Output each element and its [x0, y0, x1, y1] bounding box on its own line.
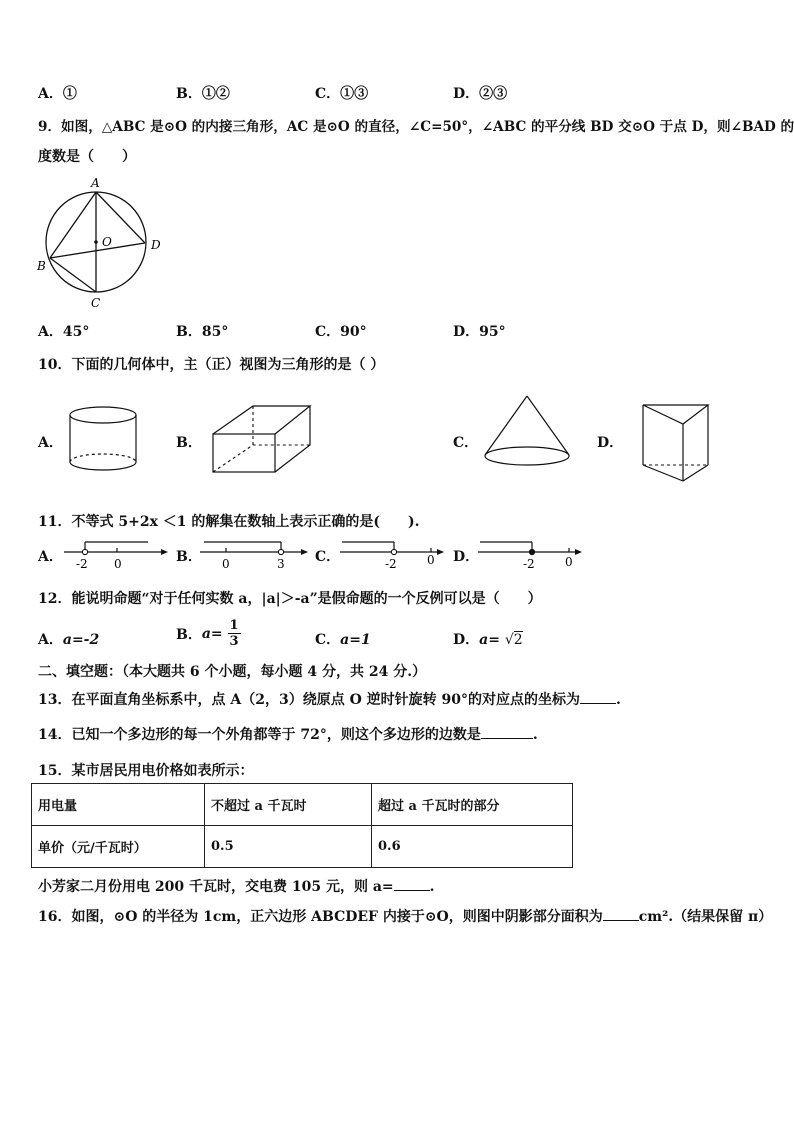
- q16-blank: [603, 908, 639, 921]
- q11-option-c-letter: C．: [315, 549, 341, 565]
- q14-stem: 14．已知一个多边形的每一个外角都等于 72°，则这个多边形的边数是 .: [38, 727, 538, 743]
- table-cell: 0.5: [205, 826, 372, 868]
- q9-option-a: A．45°: [38, 324, 90, 340]
- q11-stem: 11．不等式 5+2x ＜1 的解集在数轴上表示正确的是( ).: [38, 514, 420, 530]
- q8-option-b: B．①②: [176, 86, 230, 102]
- tick-c-2: 0: [427, 553, 435, 567]
- fraction-one-third: $\frac{1}{3}$: [229, 618, 239, 649]
- q12-option-d: D．a= √2: [453, 632, 523, 648]
- table-cell: 不超过 a 千瓦时: [205, 784, 372, 826]
- tick-d-2: 0: [565, 555, 573, 569]
- q12-option-c: C．a=1: [315, 632, 371, 648]
- tick-b-2: 3: [277, 557, 285, 570]
- tick-d-1: -2: [523, 557, 535, 570]
- segment-ab: [50, 192, 96, 258]
- tick-c-1: -2: [385, 557, 397, 570]
- q13-blank: [580, 691, 616, 704]
- q8-option-c: C．①③: [315, 86, 369, 102]
- label-c: C: [91, 296, 101, 310]
- tick-a-1: -2: [76, 557, 88, 570]
- q15-stem: 15．某市居民用电价格如表所示：: [38, 763, 254, 779]
- tick-b-1: 0: [222, 557, 230, 570]
- table-row: [32, 784, 573, 826]
- q12-option-a: A．a=-2: [38, 632, 100, 648]
- table-row: [32, 826, 573, 868]
- q10-option-d-letter: D．: [597, 435, 624, 451]
- q9-option-b: B．85°: [176, 324, 229, 340]
- q12-option-b: B．a= $\frac{1}{3}$: [176, 618, 239, 649]
- center-point: [94, 240, 98, 244]
- q9-circle-figure: [30, 170, 170, 310]
- q15-blank: [394, 878, 430, 891]
- q16-stem: 16．如图，⊙O 的半径为 1cm，正六边形 ABCDEF 内接于⊙O，则图中阴影部分面积为 cm².（结果保留 π）: [38, 909, 773, 925]
- number-line-b: [198, 536, 310, 570]
- table-cell: 用电量: [32, 784, 205, 826]
- q9-option-d: D．95°: [453, 324, 506, 340]
- q9-stem-line1: 9．如图，△ABC 是⊙O 的内接三角形，AC 是⊙O 的直径，∠C=50°，∠ABC 的平分线 BD 交⊙O 于点 D，则∠BAD 的: [38, 119, 794, 135]
- q10-stem: 10．下面的几何体中，主（正）视图为三角形的是（ ）: [38, 357, 385, 373]
- q12-stem: 12．能说明命题“对于任何实数 a，|a|＞-a”是假命题的一个反例可以是（ ）: [38, 591, 542, 607]
- q8-option-a: A．①: [38, 86, 77, 102]
- q10-option-b-letter: B．: [176, 435, 202, 451]
- sqrt-symbol: √: [504, 632, 514, 648]
- cylinder-figure: [66, 400, 146, 480]
- number-line-c: [338, 536, 448, 570]
- number-line-d: [476, 536, 586, 570]
- q9-option-c: C．90°: [315, 324, 367, 340]
- section-2-heading: 二、填空题：（本大题共 6 个小题，每小题 4 分，共 24 分.）: [38, 664, 427, 680]
- price-table: [31, 783, 573, 868]
- q8-option-d: D．②③: [453, 86, 508, 102]
- label-b: B: [37, 259, 46, 273]
- prism-figure: [638, 398, 718, 486]
- q14-blank: [481, 726, 533, 739]
- q11-option-a-letter: A．: [38, 549, 63, 565]
- table-cell: 单价（元/千瓦时）: [32, 826, 205, 868]
- number-line-a: [62, 536, 170, 570]
- q11-option-d-letter: D．: [453, 549, 480, 565]
- q10-option-c-letter: C．: [453, 435, 479, 451]
- q9-stem-line2: 度数是（ ）: [38, 149, 136, 165]
- q11-option-b-letter: B．: [176, 549, 202, 565]
- tick-a-2: 0: [114, 557, 122, 570]
- label-a: A: [91, 176, 100, 190]
- label-d: D: [151, 238, 161, 252]
- q13-stem: 13．在平面直角坐标系中，点 A（2，3）绕原点 O 逆时针旋转 90°的对应点的坐标为 .: [38, 692, 621, 708]
- q15-after: 小芳家二月份用电 200 千瓦时，交电费 105 元，则 a= .: [38, 879, 435, 895]
- q10-option-a-letter: A．: [38, 435, 63, 451]
- cone-figure: [480, 390, 575, 472]
- label-o: O: [102, 235, 112, 249]
- table-cell: 超过 a 千瓦时的部分: [372, 784, 573, 826]
- table-cell: 0.6: [372, 826, 573, 868]
- cuboid-figure: [205, 398, 320, 480]
- segment-bd: [50, 243, 145, 258]
